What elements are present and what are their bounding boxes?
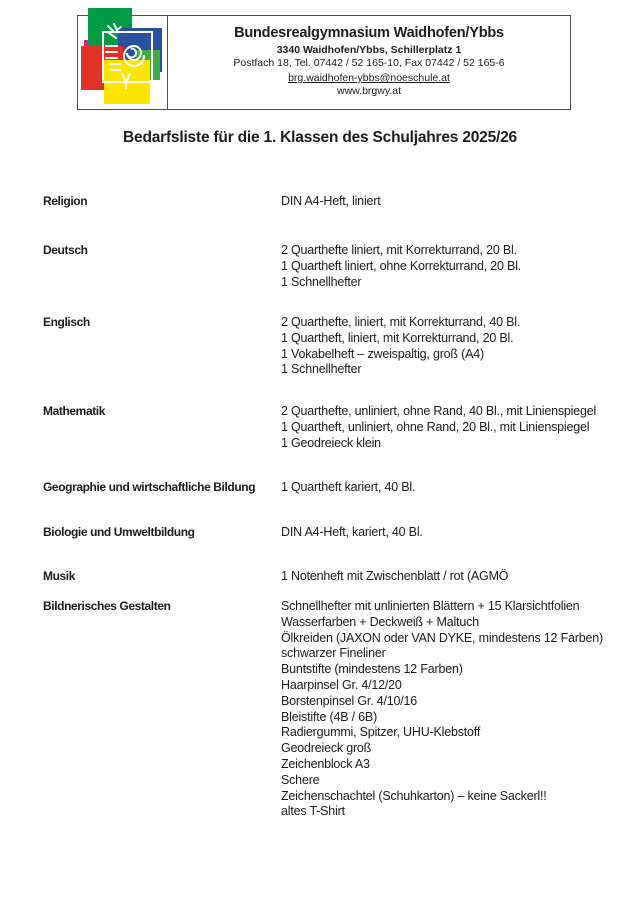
school-website: www.brgwy.at: [337, 85, 401, 97]
supply-item: DIN A4-Heft, liniert: [281, 194, 381, 208]
supply-item: 1 Vokabelheft – zweispaltig, groß (A4): [281, 346, 484, 361]
section-musik: [43, 569, 624, 585]
supply-item: 1 Geodreieck klein: [281, 435, 381, 450]
supply-item: Zeichenschachtel (Schuhkarton) – keine Sackerl!!: [281, 788, 547, 803]
section-mathematik: [43, 404, 624, 451]
supply-item: Ölkreiden (JAXON oder VAN DYKE, mindestens 12 Farben): [281, 630, 603, 645]
supply-item: 1 Quartheft liniert, ohne Korrekturrand, 20 Bl.: [281, 258, 522, 273]
section-deutsch: [43, 243, 624, 290]
section-biologie: [43, 525, 624, 541]
supply-item: 2 Quarthefte, unliniert, ohne Rand, 40 Bl., mit Linienspiegel: [281, 404, 597, 418]
supply-item: 1 Quartheft kariert, 40 Bl.: [281, 480, 416, 494]
supply-item: 1 Quartheft, liniert, mit Korrekturrand, 20 Bl.: [281, 330, 514, 345]
subject-label: Bildnerisches Gestalten: [43, 599, 171, 613]
section-geographie: [43, 480, 624, 496]
ram-icon: [98, 16, 156, 90]
supply-item: Buntstifte (mindestens 12 Farben): [281, 662, 463, 677]
supply-item: Schnellhefter mit unlinierten Blättern + 15 Klarsichtfolien: [281, 599, 580, 613]
supply-item: 1 Notenheft mit Zwischenblatt / rot (AGMÖ: [281, 569, 509, 583]
school-address: 3340 Waidhofen/Ybbs, Schillerplatz 1: [276, 44, 462, 56]
supply-item: 2 Quarthefte liniert, mit Korrekturrand, 20 Bl.: [281, 243, 517, 257]
subject-label: Mathematik: [43, 404, 106, 418]
subject-label: Geographie und wirtschaftliche Bildung: [43, 480, 256, 494]
supply-item: schwarzer Fineliner: [281, 646, 386, 661]
subject-label: Religion: [43, 194, 88, 208]
school-letterhead: [77, 15, 571, 110]
school-email-link[interactable]: brg.waidhofen-ybbs@noeschule.at: [288, 72, 450, 84]
supply-item: altes T-Shirt: [281, 804, 345, 819]
supply-item: Geodreieck groß: [281, 741, 372, 756]
subject-label: Englisch: [43, 315, 90, 329]
school-logo: [78, 16, 168, 109]
supply-item: Radiergummi, Spitzer, UHU-Klebstoff: [281, 725, 481, 740]
supply-item: 1 Schnellhefter: [281, 274, 362, 289]
page-title: Bedarfsliste für die 1. Klassen des Schuljahres 2025/26: [123, 129, 517, 146]
section-bildnerisches-gestalten: [43, 599, 624, 820]
supply-item: Borstenpinsel Gr. 4/10/16: [281, 693, 418, 708]
supply-item: 2 Quarthefte, liniert, mit Korrekturrand, 40 Bl.: [281, 315, 521, 329]
school-name: Bundesrealgymnasium Waidhofen/Ybbs: [234, 25, 504, 41]
supply-item: Bleistifte (4B / 6B): [281, 709, 378, 724]
subject-label: Deutsch: [43, 243, 88, 257]
supply-item: DIN A4-Heft, kariert, 40 Bl.: [281, 525, 423, 539]
subject-label: Biologie und Umweltbildung: [43, 525, 195, 539]
supply-item: Zeichenblock A3: [281, 756, 370, 771]
supply-item: 1 Schnellhefter: [281, 362, 362, 377]
supply-item: Haarpinsel Gr. 4/12/20: [281, 677, 402, 692]
section-religion: [43, 194, 624, 210]
supply-item: Wasserfarben + Deckweiß + Maltuch: [281, 614, 479, 629]
section-englisch: [43, 315, 624, 378]
supply-item: 1 Quartheft, unliniert, ohne Rand, 20 Bl., mit Linienspiegel: [281, 419, 590, 434]
subject-label: Musik: [43, 569, 76, 583]
school-contact: Postfach 18, Tel. 07442 / 52 165-10, Fax 07442 / 52 165-6: [233, 57, 505, 69]
supply-item: Schere: [281, 772, 320, 787]
